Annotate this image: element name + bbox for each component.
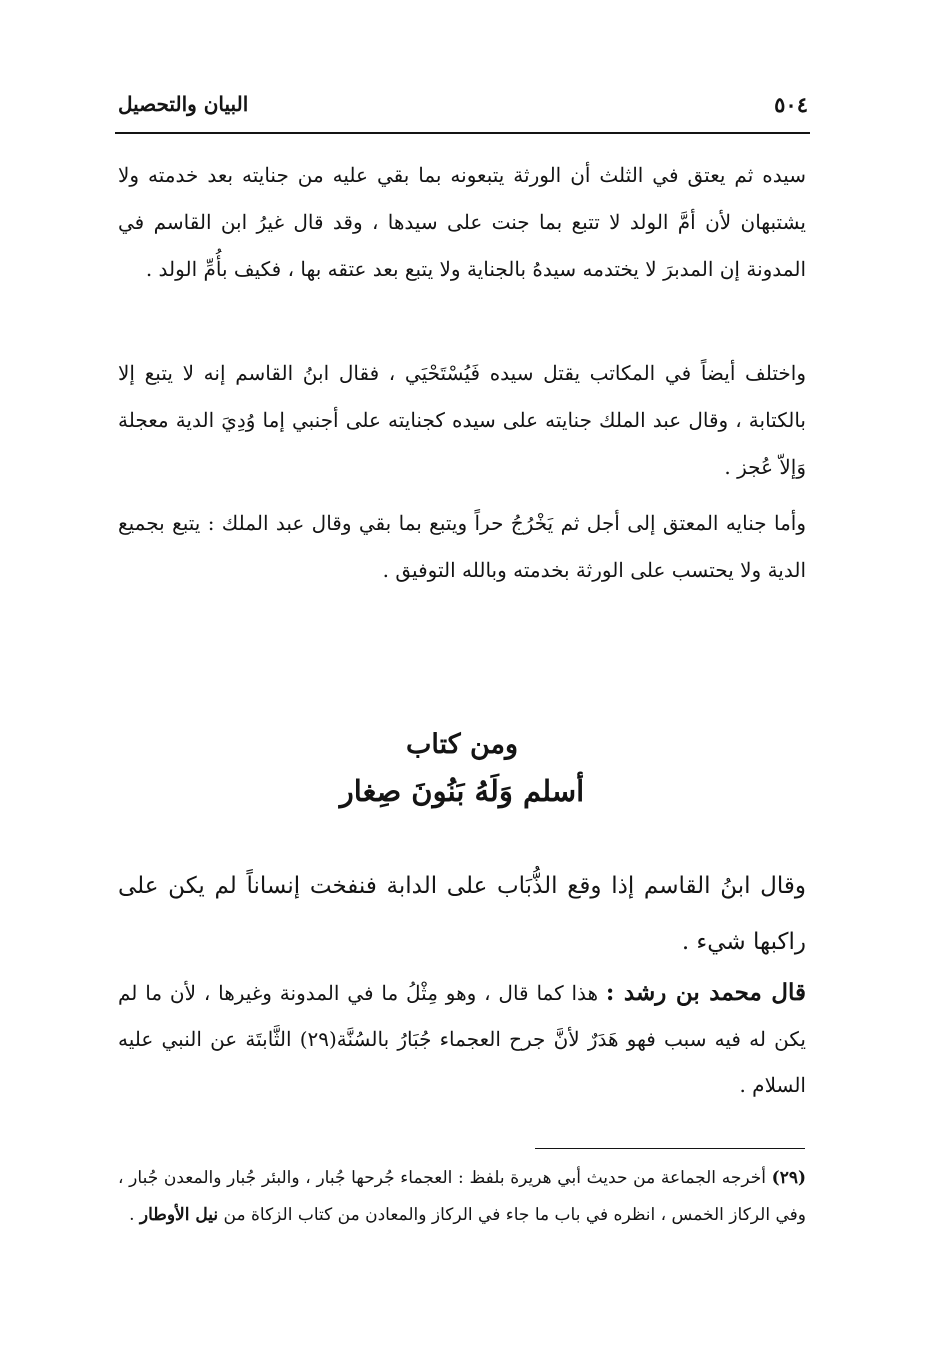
commentary-lead: قال محمد بن رشد : [605, 979, 806, 1006]
footnote-source: نيل الأوطار [139, 1205, 219, 1225]
footnote [118, 1160, 806, 1234]
section-heading-line2: أسلم وَلَهُ بَنُونَ صِغار [339, 774, 585, 808]
section-heading-line1: ومن كتاب [405, 729, 519, 760]
page-number: ٥٠٤ [774, 92, 808, 117]
footnote-marker: (٢٩) [771, 1168, 806, 1188]
footnote-text: أخرجه الجماعة من حديث أبي هريرة بلفظ : العجماء جُرحها جُبار ، والبئر جُبار والمعدن جُبار ، وفي الركاز الخمس ، انظره في باب ما جاء في الركاز والمعادن من كتاب الزكاة من [118, 1168, 806, 1225]
section-paragraph [118, 970, 806, 1108]
body-paragraph: واختلف أيضاً في المكاتب يقتل سيده فَيُسْتَحْيَي ، فقال ابنُ القاسم إنه لا يتبع إلا بالكتابة ، وقال عبد الملك جنايته على سيده كجنايته على أجنبي إما وُدِيَ الدية معجلة وَإلاّ عُجز . [118, 361, 807, 479]
body-paragraph: سيده ثم يعتق في الثلث أن الورثة يتبعونه بما بقي عليه من جنايته بعد خدمته ولا يشتبهان لأن أمَّ الولد لا تتبع بما جنت على سيدها ، وقد قال غيرُ ابن القاسم في المدونة إن المدبرَ لا يختدمه سيدهُ بالجناية ولا يتبع بعد عتقه بها ، فكيف بأُمِّ الولد . [118, 163, 806, 281]
body-paragraph: وأما جنايه المعتق إلى أجل ثم يَخْرُجُ حراً ويتبع بما بقي وقال عبد الملك : يتبع بجميع الدية ولا يحتسب على الورثة بخدمته وبالله التوفيق . [118, 511, 806, 582]
footnote-divider [535, 1148, 805, 1149]
footnote-end: . [129, 1205, 140, 1225]
section-heading [118, 722, 806, 814]
running-title: البيان والتحصيل [118, 92, 249, 116]
commentary-body: هذا كما قال ، وهو مِثْلُ ما في المدونة وغيرها ، لأن ما لم يكن له فيه سبب فهو هَدَرٌ لأنَّ جرح العجماء جُبَارُ بالسُنَّة(٢٩) الثَّابتَة عن النبي عليه السلام . [118, 981, 806, 1097]
header-divider [115, 132, 810, 134]
section-paragraph: وقال ابنُ القاسم إذا وقع الذُّبَاب على الدابة فنفخت إنساناً لم يكن على راكبها شيء . [118, 873, 806, 955]
page-header [118, 92, 808, 126]
